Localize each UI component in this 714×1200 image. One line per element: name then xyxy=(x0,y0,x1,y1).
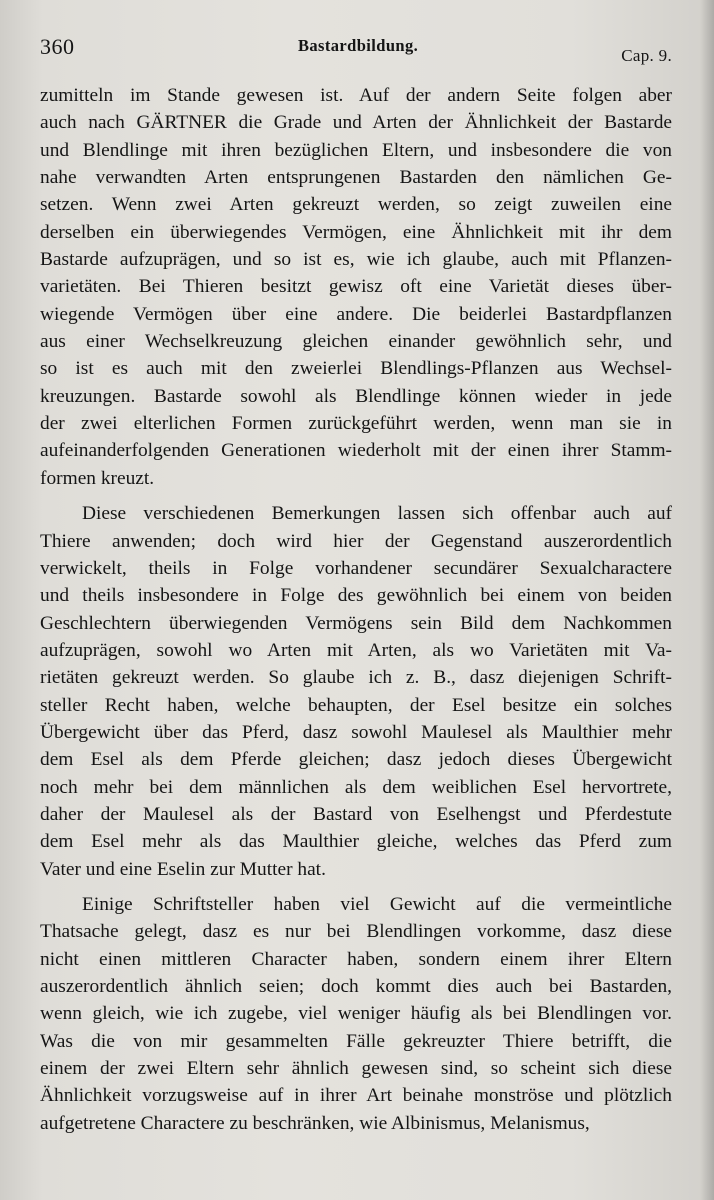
text-line: und Blendlinge mit ihren bezüglichen Eltern, und insbesondere die von xyxy=(40,139,672,161)
text-line: aufgetretene Charactere zu beschränken, wie Albinismus, Melanismus, xyxy=(40,1112,590,1134)
text-line: Einige Schriftsteller haben viel Gewicht auf die vermeintliche xyxy=(82,893,672,915)
text-line: setzen. Wenn zwei Arten gekreuzt werden, so zeigt zuweilen eine xyxy=(40,194,672,216)
text-line: Thatsache gelegt, dasz es nur bei Blendlingen vorkomme, dasz diese xyxy=(40,921,672,943)
text-line: auszerordentlich ähnlich seien; doch kommt dies auch bei Bastarden, xyxy=(40,976,672,997)
body-text xyxy=(40,82,672,1137)
text-line: wiegende Vermögen über eine andere. Die beiderlei Bastardpflanzen xyxy=(40,303,672,325)
text-line: der zwei elterlichen Formen zurückgeführt werden, wenn man sie in xyxy=(40,413,672,435)
text-line: Ähnlichkeit vorzugsweise auf in ihrer Art beinahe monströse und plötzlich xyxy=(40,1085,672,1107)
text-line: steller Recht haben, welche behaupten, der Esel besitze ein solches xyxy=(40,694,672,716)
text-line: dem Esel als dem Pferde gleichen; dasz jedoch dieses Übergewicht xyxy=(40,749,672,771)
text-line: Übergewicht über das Pferd, dasz sowohl Maulesel als Maulthier mehr xyxy=(40,721,672,743)
text-line: daher der Maulesel als der Bastard von Eselhengst und Pferdestute xyxy=(40,803,672,825)
text-line: Thiere anwenden; doch wird hier der Gegenstand auszerordentlich xyxy=(40,530,672,552)
text-line: Bastarde aufzuprägen, und so ist es, wie ich glaube, auch mit Pflanzen- xyxy=(40,249,672,271)
text-line: derselben ein überwiegendes Vermögen, eine Ähnlichkeit mit ihr dem xyxy=(40,221,672,243)
text-line: Was die von mir gesammelten Fälle gekreuzter Thiere betrifft, die xyxy=(40,1030,672,1052)
text-line: zumitteln im Stande gewesen ist. Auf der andern Seite folgen aber xyxy=(40,85,672,106)
text-line: Diese verschiedenen Bemerkungen lassen sich offenbar auch auf xyxy=(82,503,672,525)
text-line: aus einer Wechselkreuzung gleichen einander gewöhnlich sehr, und xyxy=(40,331,672,353)
paragraph xyxy=(40,500,672,883)
text-line: dem Esel mehr als das Maulthier gleiche, welches das Pferd zum xyxy=(40,831,672,853)
text-line: und theils insbesondere in Folge des gewöhnlich bei einem von beiden xyxy=(40,585,672,607)
text-line: so ist es auch mit den zweierlei Blendlings-Pflanzen aus Wechsel- xyxy=(40,358,672,380)
text-line: Geschlechtern überwiegenden Vermögens sein Bild dem Nachkommen xyxy=(40,612,672,634)
text-line: varietäten. Bei Thieren besitzt gewisz oft eine Varietät dieses über- xyxy=(40,276,672,298)
text-line: nahe verwandten Arten entsprungenen Bastarden den nämlichen Ge- xyxy=(40,167,672,189)
text-line: auch nach GÄRTNER die Grade und Arten der Ähnlichkeit der Bastarde xyxy=(40,112,672,134)
text-line: aufzuprägen, sowohl wo Arten mit Arten, als wo Varietäten mit Va- xyxy=(40,639,672,661)
text-line: wenn gleich, wie ich zugebe, viel weniger häufig als bei Blendlingen vor. xyxy=(40,1003,672,1025)
text-line: aufeinanderfolgenden Generationen wiederholt mit der einen ihrer Stamm- xyxy=(40,440,672,462)
page-header xyxy=(40,34,672,68)
page-edge-shadow xyxy=(700,0,714,1200)
chapter-label: Cap. 9. xyxy=(621,46,672,65)
text-line: rietäten gekreuzt werden. So glaube ich z. B., dasz diejenigen Schrift- xyxy=(40,667,672,689)
text-line: formen kreuzt. xyxy=(40,467,155,489)
paragraph-gap xyxy=(40,883,672,891)
page-number: 360 xyxy=(40,34,75,59)
running-title: Bastardbildung. xyxy=(298,36,419,55)
text-line: Vater und eine Eselin zur Mutter hat. xyxy=(40,858,326,880)
text-line: nicht einen mittleren Character haben, sondern einem ihrer Eltern xyxy=(40,948,672,970)
text-line: noch mehr bei dem männlichen als dem weiblichen Esel hervortrete, xyxy=(40,776,672,798)
paragraph-gap xyxy=(40,492,672,500)
text-line: verwickelt, theils in Folge vorhandener secundärer Sexualcharactere xyxy=(40,557,672,579)
paragraph xyxy=(40,891,672,1137)
text-line: kreuzungen. Bastarde sowohl als Blendlinge können wieder in jede xyxy=(40,385,672,407)
text-line: einem der zwei Eltern sehr ähnlich gewesen sind, so scheint sich diese xyxy=(40,1058,672,1080)
paragraph xyxy=(40,82,672,492)
